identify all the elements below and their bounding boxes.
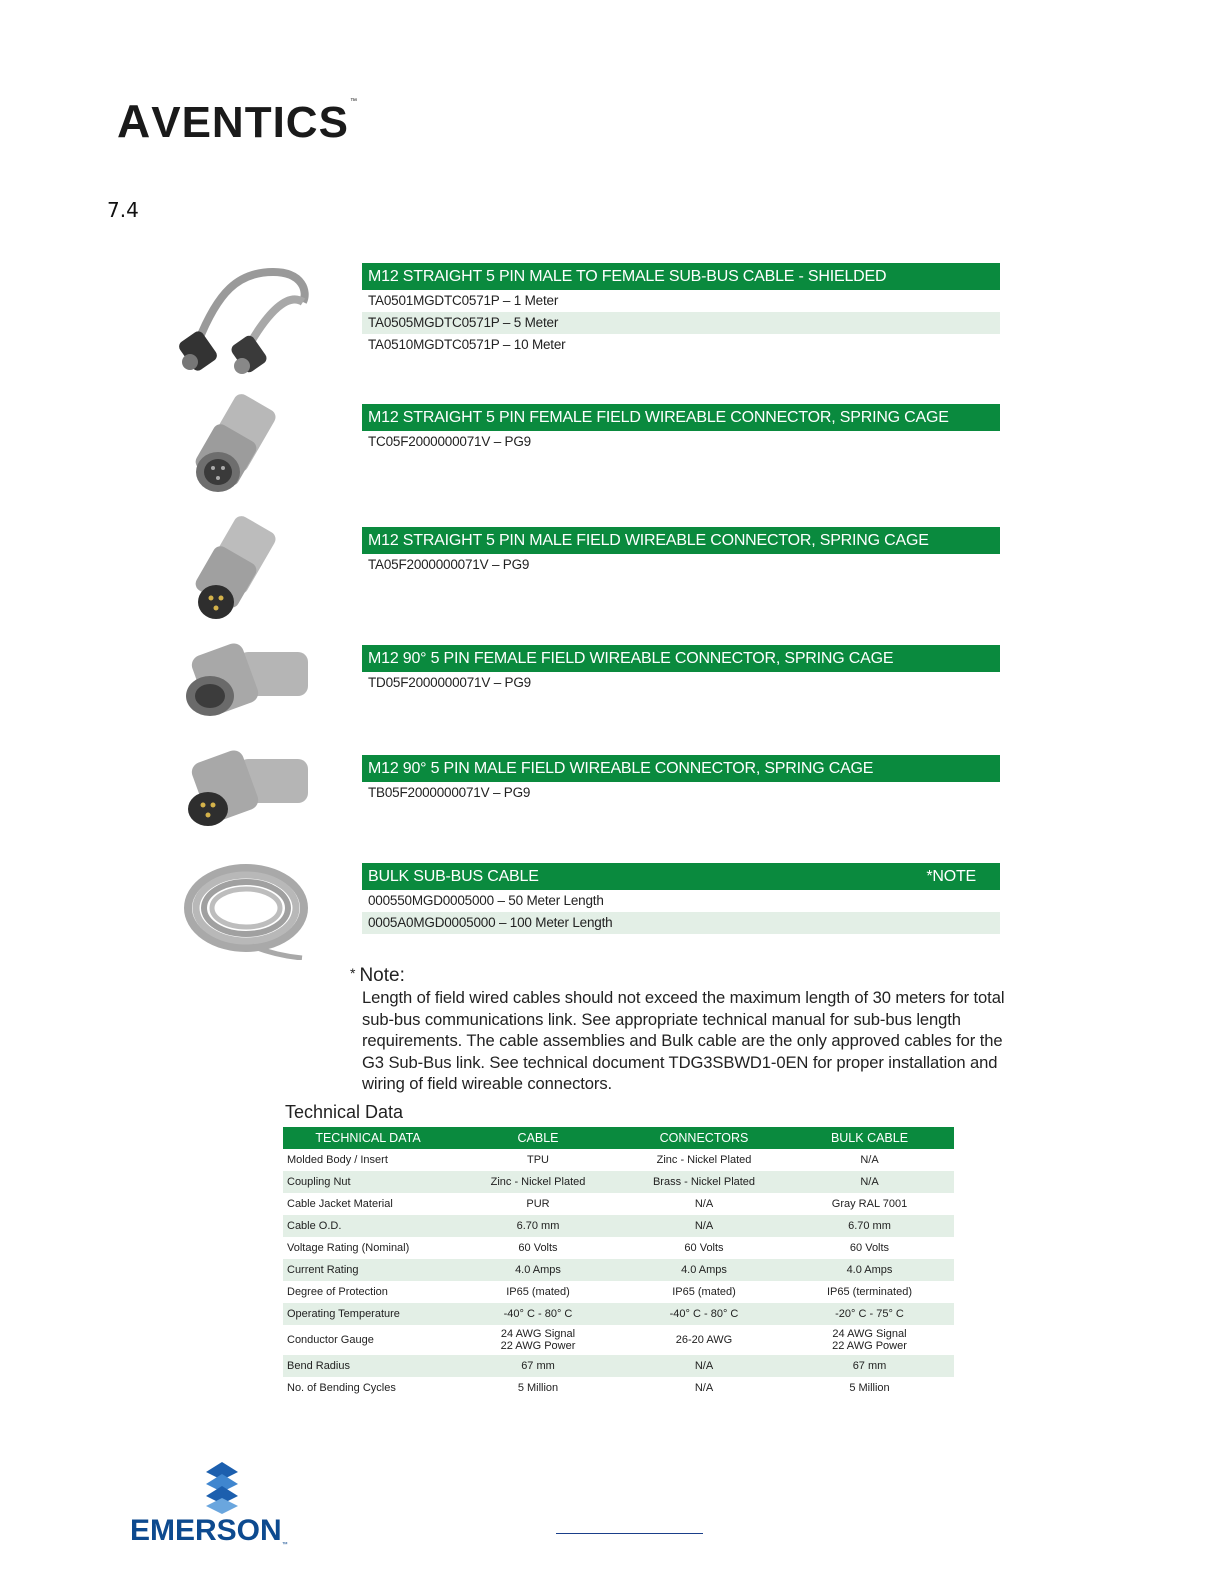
cell: N/A xyxy=(785,1171,954,1193)
cell: Zinc - Nickel Plated xyxy=(453,1171,623,1193)
cell: 4.0 Amps xyxy=(453,1259,623,1281)
product-header xyxy=(362,263,1000,290)
cell: 60 Volts xyxy=(518,1242,558,1254)
cell: 6.70 mm xyxy=(785,1215,954,1237)
table-row xyxy=(283,1377,954,1399)
female-straight-connector-image xyxy=(188,392,288,502)
part-number: 000550MGD0005000 – 50 Meter Length xyxy=(368,893,604,908)
product-male-straight xyxy=(362,527,1000,576)
product-bulk-cable xyxy=(362,863,1000,934)
emerson-emblem-icon xyxy=(202,1462,242,1514)
table-header-row xyxy=(283,1127,954,1149)
cell: Zinc - Nickel Plated xyxy=(656,1154,752,1166)
cell: 26-20 AWG xyxy=(675,1334,733,1346)
part-number: 0005A0MGD0005000 – 100 Meter Length xyxy=(362,912,1000,934)
table-row xyxy=(283,1171,954,1193)
cell: PUR xyxy=(526,1198,550,1210)
cell: IP65 (mated) xyxy=(672,1286,736,1298)
column-header: TECHNICAL DATA xyxy=(283,1127,453,1149)
cell: 4.0 Amps xyxy=(623,1259,785,1281)
row-label: Voltage Rating (Nominal) xyxy=(287,1242,410,1254)
cell: 5 Million xyxy=(849,1382,890,1394)
cell: 4.0 Amps xyxy=(785,1259,954,1281)
cell: Gray RAL 7001 xyxy=(831,1198,908,1210)
cell: 67 mm xyxy=(453,1355,623,1377)
product-female-straight xyxy=(362,404,1000,453)
emerson-logo xyxy=(126,1458,326,1558)
row-label: Cable O.D. xyxy=(283,1215,453,1237)
product-header xyxy=(362,527,1000,554)
cell: 60 Volts xyxy=(684,1242,724,1254)
note-asterisk: * xyxy=(350,965,356,981)
product-header xyxy=(362,863,1000,890)
product-male-90 xyxy=(362,755,1000,804)
note-title: Note: xyxy=(359,965,405,986)
bulk-cable-coil-image xyxy=(182,860,312,960)
part-number: TC05F2000000071V – PG9 xyxy=(368,434,531,449)
cell: 5 Million xyxy=(517,1382,559,1394)
part-number: TB05F2000000071V – PG9 xyxy=(368,785,531,800)
part-number: TA05F2000000071V – PG9 xyxy=(368,557,530,572)
table-row xyxy=(283,1303,954,1325)
column-header: CONNECTORS xyxy=(623,1127,785,1149)
note-title-line xyxy=(350,965,1020,987)
cell: 67 mm xyxy=(785,1355,954,1377)
male-straight-connector-image xyxy=(188,514,288,624)
row-label: Coupling Nut xyxy=(283,1171,453,1193)
row-label: Current Rating xyxy=(283,1259,453,1281)
cell-line: 24 AWG Signal xyxy=(832,1328,907,1340)
cell-line: 22 AWG Power xyxy=(500,1340,576,1352)
column-header: CABLE xyxy=(453,1127,623,1149)
cell: TPU xyxy=(527,1154,549,1166)
section-number: 7.4 xyxy=(107,198,139,222)
logo-wordmark: VENTICS xyxy=(151,98,349,147)
row-label: Molded Body / Insert xyxy=(287,1154,388,1166)
note-section xyxy=(350,965,1020,1095)
row-label: Bend Radius xyxy=(283,1355,453,1377)
technical-data-title: Technical Data xyxy=(285,1102,404,1122)
product-title: M12 STRAIGHT 5 PIN MALE TO FEMALE SUB-BUS CABLE - SHIELDED xyxy=(368,268,887,285)
row-label: Cable Jacket Material xyxy=(287,1198,393,1210)
cell-line: 24 AWG Signal xyxy=(500,1328,576,1340)
cell: N/A xyxy=(860,1154,879,1166)
product-title: M12 90° 5 PIN FEMALE FIELD WIREABLE CONNECTOR, SPRING CAGE xyxy=(368,650,894,667)
table-row xyxy=(283,1325,954,1355)
cell: N/A xyxy=(623,1355,785,1377)
part-number: TA0501MGDTC0571P – 1 Meter xyxy=(368,293,559,308)
cell: -20° C - 75° C xyxy=(785,1303,954,1325)
emerson-trademark: ™ xyxy=(281,1542,288,1548)
row-label: Conductor Gauge xyxy=(287,1334,374,1346)
note-body: Length of field wired cables should not exceed the maximum length of 30 meters for total sub-bus communications link. See appropriate technical manual for sub-bus length requirements. The cable assemblies and Bulk cable are the only approved cables for the G3 Sub-Bus link. See technical document TDG3SBWD1-0EN for proper installation and wiring of field wireable connectors. xyxy=(362,988,1005,1093)
table-row xyxy=(283,1355,954,1377)
cell: 60 Volts xyxy=(849,1242,890,1254)
cell: 6.70 mm xyxy=(453,1215,623,1237)
cell-line: 22 AWG Power xyxy=(832,1340,907,1352)
table-row xyxy=(283,1215,954,1237)
cell: N/A xyxy=(694,1198,714,1210)
table-row xyxy=(283,1281,954,1303)
female-90-connector-image xyxy=(178,638,318,728)
product-title: M12 STRAIGHT 5 PIN FEMALE FIELD WIREABLE CONNECTOR, SPRING CAGE xyxy=(368,409,949,426)
product-title: BULK SUB-BUS CABLE xyxy=(368,868,539,885)
logo-trademark: ™ xyxy=(349,98,358,105)
table-row xyxy=(283,1237,954,1259)
cell: IP65 (mated) xyxy=(506,1286,570,1298)
table-row xyxy=(283,1149,954,1171)
row-label: Degree of Protection xyxy=(287,1286,388,1298)
cell: N/A xyxy=(694,1382,714,1394)
technical-data-table xyxy=(283,1127,954,1399)
part-number: TA0510MGDTC0571P – 10 Meter xyxy=(368,337,566,352)
emerson-wordmark xyxy=(130,1514,288,1548)
footer-divider xyxy=(556,1533,703,1534)
cell xyxy=(453,1325,623,1355)
column-header: BULK CABLE xyxy=(785,1127,954,1149)
cell: -40° C - 80° C xyxy=(453,1303,623,1325)
product-cable xyxy=(362,263,1000,356)
product-title: M12 STRAIGHT 5 PIN MALE FIELD WIREABLE CONNECTOR, SPRING CAGE xyxy=(368,532,929,549)
aventics-logo xyxy=(117,95,358,147)
product-header xyxy=(362,755,1000,782)
table-row xyxy=(283,1193,954,1215)
product-header xyxy=(362,404,1000,431)
row-label: No. of Bending Cycles xyxy=(287,1382,396,1394)
product-female-90 xyxy=(362,645,1000,694)
part-number: TD05F2000000071V – PG9 xyxy=(368,675,531,690)
male-90-connector-image xyxy=(178,745,318,835)
cell xyxy=(785,1325,954,1355)
cable-assembly-image xyxy=(178,262,318,380)
emerson-name: EMERSON xyxy=(130,1514,282,1547)
row-label: Operating Temperature xyxy=(283,1303,453,1325)
product-header xyxy=(362,645,1000,672)
cell: N/A xyxy=(623,1215,785,1237)
cell: IP65 (terminated) xyxy=(827,1286,912,1298)
logo-letter-a: A xyxy=(117,95,152,147)
cell: -40° C - 80° C xyxy=(623,1303,785,1325)
cell: Brass - Nickel Plated xyxy=(623,1171,785,1193)
product-title: M12 90° 5 PIN MALE FIELD WIREABLE CONNECTOR, SPRING CAGE xyxy=(368,760,874,777)
table-row xyxy=(283,1259,954,1281)
part-number: TA0505MGDTC0571P – 5 Meter xyxy=(362,312,1000,334)
product-note-flag: *NOTE xyxy=(926,868,976,885)
